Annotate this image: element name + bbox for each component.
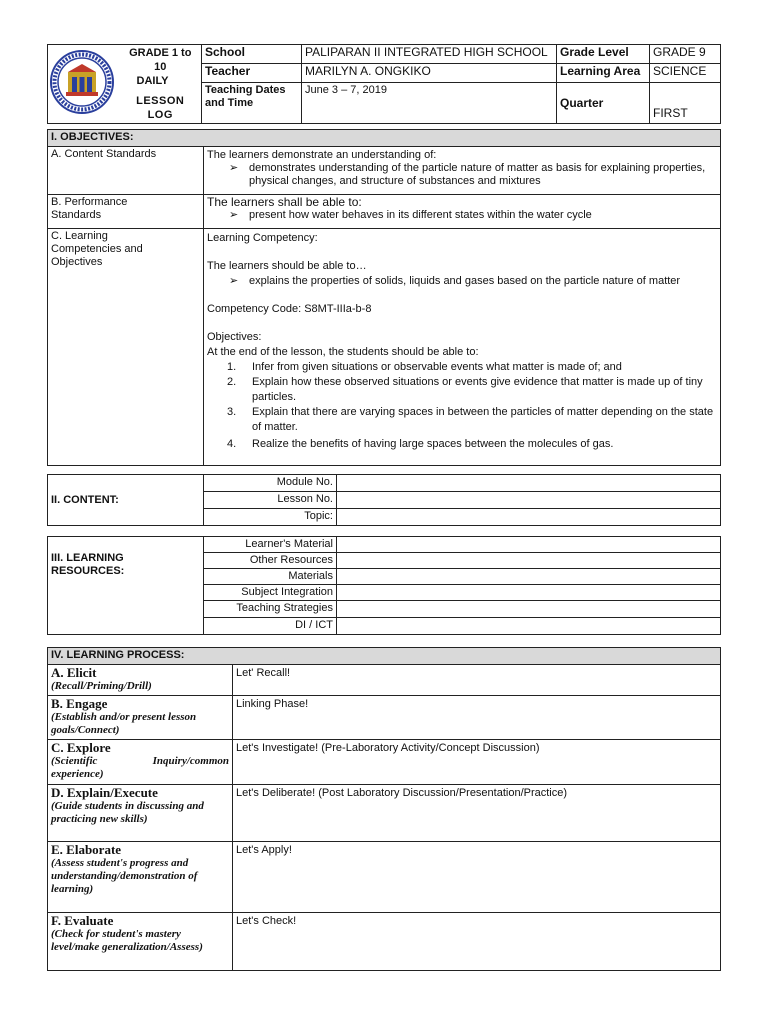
performance-label-line1: B. Performance xyxy=(51,196,128,208)
content-row-value xyxy=(337,509,721,526)
phase-subtitle: (Establish and/or present lesson goals/Connect) xyxy=(51,711,197,736)
phase-label xyxy=(48,913,233,971)
objective-item xyxy=(207,405,717,435)
content-row-label: Topic: xyxy=(204,509,337,526)
resources-table xyxy=(47,536,721,635)
resource-row-label: Learner's Material xyxy=(204,537,337,553)
performance-standards-label xyxy=(48,195,204,229)
spacer xyxy=(207,317,717,330)
objective-number: 1. xyxy=(227,361,237,373)
grade-line-1: GRADE 1 to xyxy=(129,47,192,59)
resource-row-value xyxy=(337,569,721,585)
deped-seal-icon xyxy=(50,50,114,114)
phase-title: C. Explore xyxy=(51,740,111,755)
resource-row-value xyxy=(337,601,721,618)
performance-bullet: present how water behaves in its different states within the water cycle xyxy=(249,209,592,221)
objectives-intro: At the end of the lesson, the students should be able to: xyxy=(207,346,479,358)
quarter-value: FIRST xyxy=(650,83,721,124)
school-label: School xyxy=(202,45,302,64)
objective-item xyxy=(207,437,717,452)
phase-label xyxy=(48,785,233,842)
school-value: PALIPARAN II INTEGRATED HIGH SCHOOL xyxy=(302,45,557,64)
competencies-label-line2: Competencies and xyxy=(51,243,143,255)
content-row-value xyxy=(337,475,721,492)
phase-subtitle: (Recall/Priming/Drill) xyxy=(51,680,152,692)
performance-bullet-item xyxy=(207,209,717,222)
competencies-label-line1: C. Learning xyxy=(51,230,108,242)
phase-title: F. Evaluate xyxy=(51,913,114,928)
learning-area-value: SCIENCE xyxy=(650,63,721,83)
phase-label xyxy=(48,696,233,740)
resource-row-label: Teaching Strategies xyxy=(204,601,337,618)
deped-seal-cell xyxy=(48,45,120,124)
content-standards-bullet-item xyxy=(207,162,717,188)
performance-label-line2: Standards xyxy=(51,209,102,221)
teaching-dates-label-line2: and Time xyxy=(205,97,254,110)
content-standards-intro: The learners demonstrate an understanding of: xyxy=(207,149,437,161)
objectives-table xyxy=(47,129,721,466)
grade-daily-lesson-log xyxy=(120,45,202,124)
phase-value: Let' Recall! xyxy=(233,665,721,696)
phase-label xyxy=(48,665,233,696)
resource-row-value xyxy=(337,618,721,635)
objective-text: Explain how these observed situations or events give evidence that matter is made up of tiny particles. xyxy=(252,376,703,403)
teacher-value: MARILYN A. ONGKIKO xyxy=(302,63,557,83)
arrow-bullet-icon: ➢ xyxy=(229,275,239,287)
resources-title-line1: III. LEARNING xyxy=(51,552,124,564)
performance-standards-value xyxy=(204,195,721,229)
content-title: II. CONTENT: xyxy=(48,475,204,526)
phase-label xyxy=(48,842,233,913)
content-table xyxy=(47,474,721,526)
phase-subtitle: (Guide students in discussing and practicing new skills) xyxy=(51,800,204,825)
competencies-label xyxy=(48,229,204,466)
lc-intro: The learners should be able to… xyxy=(207,260,367,272)
teaching-dates-label-line1: Teaching Dates xyxy=(205,84,286,97)
resources-title-line2: RESOURCES: xyxy=(51,565,125,577)
content-standards-label: A. Content Standards xyxy=(48,147,204,195)
phase-value: Let's Investigate! (Pre-Laboratory Activity/Concept Discussion) xyxy=(233,740,721,785)
arrow-bullet-icon: ➢ xyxy=(229,209,239,221)
objective-item xyxy=(207,360,717,375)
content-row-label: Lesson No. xyxy=(204,492,337,509)
phase-label xyxy=(48,740,233,785)
grade-line-2: 10 xyxy=(154,61,167,73)
objectives-title: I. OBJECTIVES: xyxy=(48,130,721,147)
lc-bullet-item xyxy=(207,274,717,289)
competencies-value xyxy=(204,229,721,466)
grade-line-3: DAILY xyxy=(136,75,169,87)
content-row-value xyxy=(337,492,721,509)
teaching-dates-label xyxy=(202,83,302,124)
teaching-dates-value: June 3 – 7, 2019 xyxy=(302,83,557,124)
resource-row-label: Materials xyxy=(204,569,337,585)
phase-value: Let's Apply! xyxy=(233,842,721,913)
resource-row-label: DI / ICT xyxy=(204,618,337,635)
resource-row-value xyxy=(337,553,721,569)
content-standards-value xyxy=(204,147,721,195)
spacer xyxy=(207,289,717,302)
phase-title: D. Explain/Execute xyxy=(51,785,158,800)
phase-subtitle: (Scientific Inquiry/common experience) xyxy=(51,755,229,780)
process-title: IV. LEARNING PROCESS: xyxy=(48,648,721,665)
content-standards-bullet: demonstrates understanding of the particle nature of matter as basis for explaining properties, physical changes, and structure of substances and mixtures xyxy=(249,162,706,187)
objectives-heading: Objectives: xyxy=(207,331,262,343)
arrow-bullet-icon: ➢ xyxy=(229,162,239,174)
performance-intro: The learners shall be able to: xyxy=(207,195,362,209)
phase-subtitle: (Assess student's progress and understanding/demonstration of learning) xyxy=(51,857,198,895)
grade-level-value: GRADE 9 xyxy=(650,45,721,64)
phase-value: Let's Check! xyxy=(233,913,721,971)
resource-row-label: Subject Integration xyxy=(204,585,337,601)
learning-area-label: Learning Area xyxy=(557,63,650,83)
objective-number: 4. xyxy=(227,438,237,450)
phase-title: E. Elaborate xyxy=(51,842,122,857)
lesson-log-label: LESSON LOG xyxy=(136,95,185,121)
learning-process-table xyxy=(47,647,721,971)
content-row-label: Module No. xyxy=(204,475,337,492)
resource-row-label: Other Resources xyxy=(204,553,337,569)
resource-row-value xyxy=(337,537,721,553)
lc-heading: Learning Competency: xyxy=(207,232,318,244)
objective-text: Explain that there are varying spaces in between the particles of matter depending on the state of matter. xyxy=(252,406,714,433)
resource-row-value xyxy=(337,585,721,601)
phase-value: Let's Deliberate! (Post Laboratory Discussion/Presentation/Practice) xyxy=(233,785,721,842)
phase-subtitle: (Check for student's mastery level/make generalization/Assess) xyxy=(51,928,203,953)
phase-title: A. Elicit xyxy=(51,665,97,680)
objective-item xyxy=(207,375,717,405)
competency-code: Competency Code: S8MT-IIIa-b-8 xyxy=(207,303,372,315)
objective-text: Infer from given situations or observable events what matter is made of; and xyxy=(252,361,622,373)
grade-level-label: Grade Level xyxy=(557,45,650,64)
teacher-label: Teacher xyxy=(202,63,302,83)
objective-number: 2. xyxy=(227,376,237,388)
resources-title xyxy=(48,537,204,635)
competencies-label-line3: Objectives xyxy=(51,256,103,268)
lc-bullet: explains the properties of solids, liquids and gases based on the particle nature of matter xyxy=(249,275,681,287)
header-table xyxy=(47,44,721,124)
spacer xyxy=(207,246,717,259)
objective-text: Realize the benefits of having large spaces between the molecules of gas. xyxy=(252,438,614,450)
quarter-label: Quarter xyxy=(557,83,650,124)
phase-value: Linking Phase! xyxy=(233,696,721,740)
phase-title: B. Engage xyxy=(51,696,108,711)
objective-number: 3. xyxy=(227,406,237,418)
